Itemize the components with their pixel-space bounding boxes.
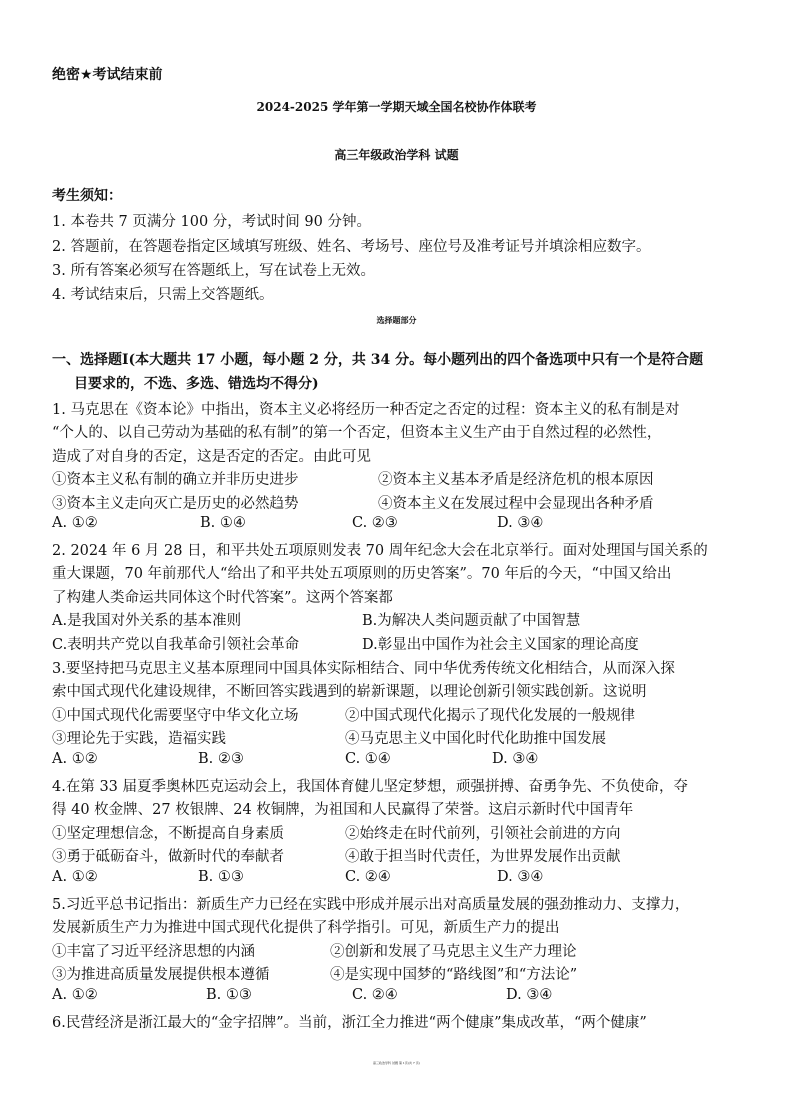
question-5-statement: ①丰富了习近平经济思想的内涵	[52, 944, 255, 960]
question-1-option-a[interactable]: A. ①②	[52, 515, 98, 531]
question-1-statement: ③资本主义走向灭亡是历史的必然趋势	[52, 496, 299, 512]
question-5-statement: ④是实现中国梦的“路线图”和“方法论”	[330, 967, 578, 983]
exam-title: 2024-2025 学年第一学期天域全国名校协作体联考	[256, 100, 537, 114]
question-1-stem: 1. 马克思在《资本论》中指出，资本主义必将经历一种否定之否定的过程：资本主义的私有制是对	[52, 402, 680, 418]
question-5-stem: 5.习近平总书记指出：新质生产力已经在实践中形成并展示出对高质量发展的强劲推动力、支撑力，	[52, 897, 690, 913]
question-4-option-a[interactable]: A. ①②	[52, 869, 98, 885]
question-3-statement: ②中国式现代化揭示了现代化发展的一般规律	[345, 708, 635, 724]
confidential-label: 绝密★考试结束前	[52, 67, 163, 83]
exam-subtitle: 高三年级政治学科 试题	[334, 148, 459, 162]
question-1-option-d[interactable]: D. ③④	[497, 515, 544, 531]
question-3-option-a[interactable]: A. ①②	[52, 751, 98, 767]
notice-item: 2. 答题前，在答题卷指定区域填写班级、姓名、考场号、座位号及准考证号并填涂相应数字。	[52, 239, 651, 255]
question-5-option-b[interactable]: B. ①③	[206, 987, 252, 1003]
question-1-stem: “个人的、以自己劳动为基础的私有制”的第一个否定，但资本主义生产由于自然过程的必然性，	[52, 425, 662, 441]
question-2-option-d[interactable]: D.彰显出中国作为社会主义国家的理论高度	[362, 637, 639, 653]
question-6-stem: 6.民营经济是浙江最大的“金字招牌”。当前，浙江全力推进“两个健康”集成改革，“两个健康”	[52, 1015, 647, 1031]
question-3-statement: ①中国式现代化需要坚守中华文化立场	[52, 708, 299, 724]
question-2-stem: 重大课题，70 年前那代人“给出了和平共处五项原则的历史答案”。70 年后的今天，“中国又给出	[52, 566, 672, 582]
question-3-stem: 索中国式现代化建设规律，不断回答实践遇到的崭新课题，以理论创新引领实践创新。这说明	[52, 684, 647, 700]
question-2-option-c[interactable]: C.表明共产党以自我革命引领社会革命	[52, 637, 300, 653]
question-3-statement: ③理论先于实践，造福实践	[52, 731, 226, 747]
question-5-option-c[interactable]: C. ②④	[352, 987, 398, 1003]
question-2-option-a[interactable]: A.是我国对外关系的基本准则	[52, 613, 242, 629]
question-4-stem: 得 40 枚金牌、27 枚银牌、24 枚铜牌，为祖国和人民赢得了荣誉。这启示新时代中国青年	[52, 802, 634, 818]
question-5-option-d[interactable]: D. ③④	[506, 987, 553, 1003]
question-2-stem: 2. 2024 年 6 月 28 日，和平共处五项原则发表 70 周年纪念大会在北京举行。面对处理国与国关系的	[52, 543, 708, 559]
question-5-stem: 发展新质生产力为推进中国式现代化提供了科学指引。可见，新质生产力的提出	[52, 920, 560, 936]
question-4-statement: ①坚定理想信念，不断提高自身素质	[52, 826, 284, 842]
question-1-statement: ④资本主义在发展过程中会显现出各种矛盾	[378, 496, 654, 512]
question-4-option-d[interactable]: D. ③④	[497, 869, 544, 885]
question-1-statement: ①资本主义私有制的确立并非历史进步	[52, 472, 299, 488]
question-3-option-c[interactable]: C. ①④	[345, 751, 391, 767]
question-5-statement: ③为推进高质量发展提供根本遵循	[52, 967, 270, 983]
question-4-stem: 4.在第 33 届夏季奥林匹克运动会上，我国体育健儿坚定梦想，顽强拼搏、奋勇争先、不负使命，夺	[52, 779, 688, 795]
question-1-option-c[interactable]: C. ②③	[352, 515, 398, 531]
question-5-statement: ②创新和发展了马克思主义生产力理论	[330, 944, 577, 960]
question-1-statement: ②资本主义基本矛盾是经济危机的根本原因	[378, 472, 654, 488]
question-3-stem: 3.要坚持把马克思主义基本原理同中国具体实际相结合、同中华优秀传统文化相结合，从而深入探	[52, 661, 675, 677]
question-1-stem: 造成了对自身的否定，这是否定的否定。由此可见	[52, 449, 371, 465]
question-1-option-b[interactable]: B. ①④	[200, 515, 246, 531]
question-5-option-a[interactable]: A. ①②	[52, 987, 98, 1003]
section-title: 选择题部分	[376, 315, 417, 325]
question-4-statement: ③勇于砥砺奋斗，做新时代的奉献者	[52, 849, 284, 865]
notice-item: 1. 本卷共 7 页满分 100 分，考试时间 90 分钟。	[52, 214, 371, 230]
question-3-option-b[interactable]: B. ②③	[198, 751, 244, 767]
question-4-option-b[interactable]: B. ①③	[198, 869, 244, 885]
notice-item: 3. 所有答案必须写在答题纸上，写在试卷上无效。	[52, 263, 375, 279]
question-2-option-b[interactable]: B.为解决人类问题贡献了中国智慧	[362, 613, 581, 629]
page-footer: 高三政治学科 试题 第 1页(共 7 页)	[373, 1061, 420, 1065]
question-4-option-c[interactable]: C. ②④	[345, 869, 391, 885]
notice-item: 4. 考试结束后，只需上交答题纸。	[52, 287, 274, 303]
question-3-statement: ④马克思主义中国化时代化助推中国发展	[345, 731, 606, 747]
question-4-statement: ②始终走在时代前列，引领社会前进的方向	[345, 826, 621, 842]
notice-heading: 考生须知：	[52, 188, 122, 204]
question-3-option-d[interactable]: D. ③④	[492, 751, 539, 767]
part-instructions-cont: 目要求的，不选、多选、错选均不得分)	[74, 376, 319, 392]
question-4-statement: ④敢于担当时代责任，为世界发展作出贡献	[345, 849, 621, 865]
part-instructions: 一、选择题Ⅰ(本大题共 17 小题，每小题 2 分，共 34 分。每小题列出的四个备选项中只有一个是符合题	[52, 352, 704, 368]
question-2-stem: 了构建人类命运共同体这个时代答案”。这两个答案都	[52, 590, 393, 606]
